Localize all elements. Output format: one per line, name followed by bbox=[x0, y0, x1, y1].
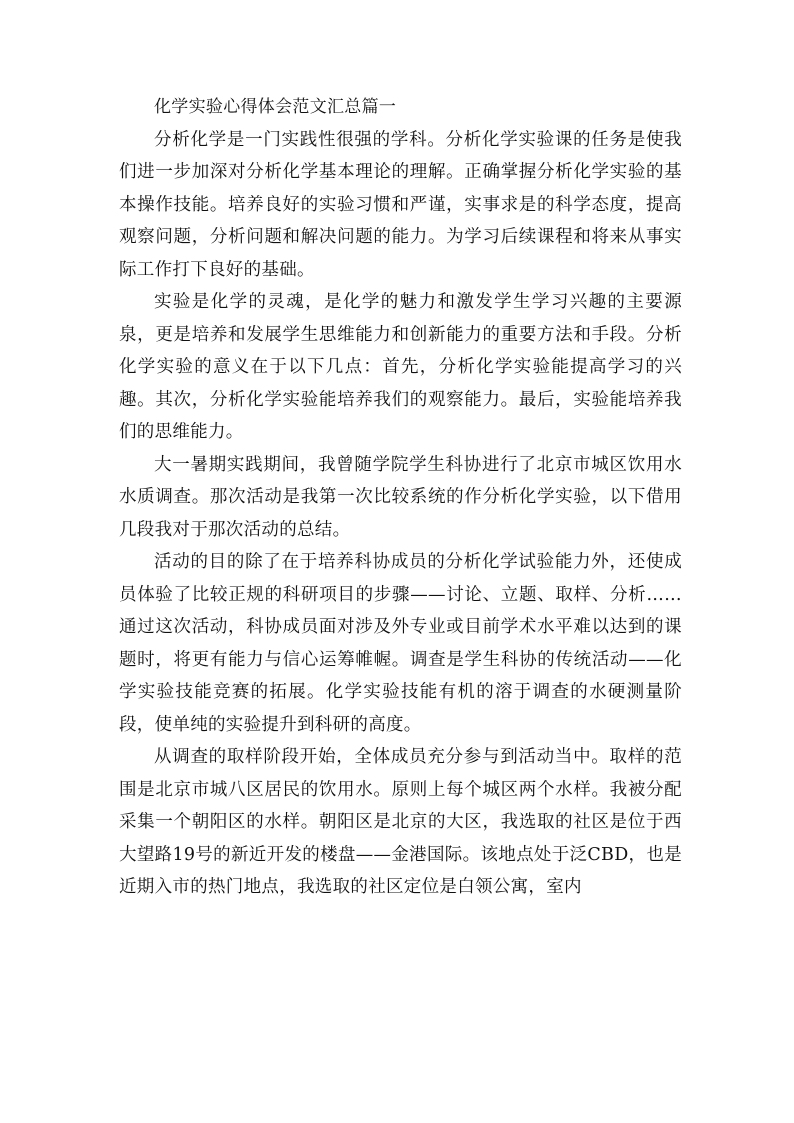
paragraph-4: 活动的目的除了在于培养科协成员的分析化学试验能力外，还使成员体验了比较正规的科研项目的步骤——讨论、立题、取样、分析……通过这次活动，科协成员面对涉及外专业或目前学术水平难以达到的课题时，将更有能力与信心运筹帷幄。调查是学生科协的传统活动——化学实验技能竞赛的拓展。化学实验技能有机的溶于调查的水硬测量阶段，使单纯的实验提升到科研的高度。 bbox=[119, 552, 682, 735]
paragraph-2: 实验是化学的灵魂，是化学的魅力和激发学生学习兴趣的主要源泉，更是培养和发展学生思维能力和创新能力的重要方法和手段。分析化学实验的意义在于以下几点：首先，分析化学实验能提高学习的兴趣。其次，分析化学实验能培养我们的观察能力。最后，实验能培养我们的思维能力。 bbox=[119, 292, 682, 442]
paragraph-1: 分析化学是一门实践性很强的学科。分析化学实验课的任务是使我们进一步加深对分析化学基本理论的理解。正确掌握分析化学实验的基本操作技能。培养良好的实验习惯和严谨，实事求是的科学态度，提高观察问题，分析问题和解决问题的能力。为学习后续课程和将来从事实际工作打下良好的基础。 bbox=[119, 129, 682, 280]
paragraph-3: 大一暑期实践期间，我曾随学院学生科协进行了北京市城区饮用水水质调查。那次活动是我第一次比较系统的作分析化学实验，以下借用几段我对于那次活动的总结。 bbox=[119, 454, 682, 540]
document-body bbox=[119, 91, 682, 904]
document-title: 化学实验心得体会范文汇总篇一 bbox=[154, 97, 397, 117]
paragraph-5: 从调查的取样阶段开始，全体成员充分参与到活动当中。取样的范围是北京市城八区居民的饮用水。原则上每个城区两个水样。我被分配采集一个朝阳区的水样。朝阳区是北京的大区，我选取的社区是位于西大望路19号的新近开发的楼盘——金港国际。该地点处于泛CBD，也是近期入市的热门地点，我选取的社区定位是白领公寓，室内 bbox=[119, 747, 682, 897]
